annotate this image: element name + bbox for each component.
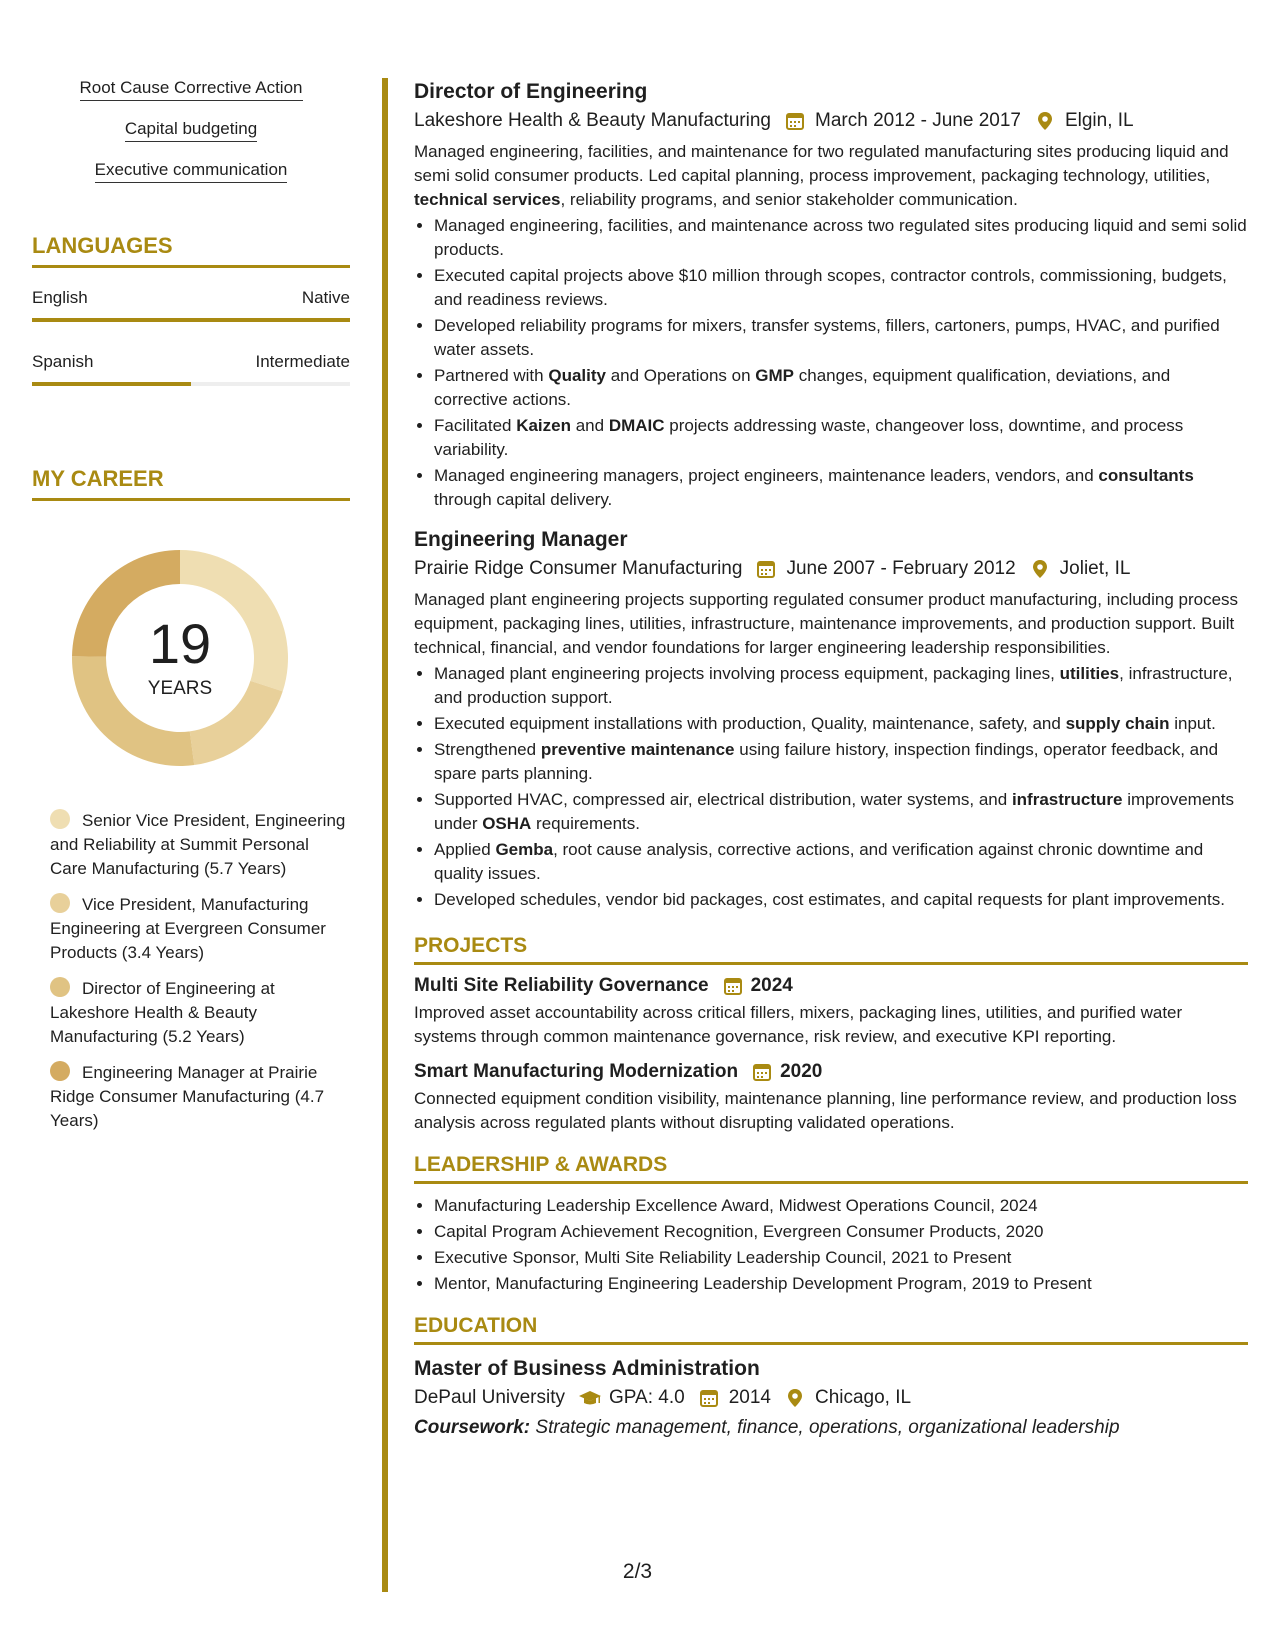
legend-dot xyxy=(50,977,70,997)
coursework-text: Strategic management, finance, operations, organizational leadership xyxy=(535,1417,1120,1438)
experience-list xyxy=(414,78,1248,912)
text-run: and xyxy=(571,416,609,435)
language-level: Native xyxy=(301,288,350,307)
left-column xyxy=(32,78,350,1145)
legend-label: Vice President, Manufacturing Engineering at Evergreen Consumer Products (3.4 Years) xyxy=(50,895,326,962)
awards-heading: LEADERSHIP & AWARDS xyxy=(414,1153,1248,1184)
bold-keyword: supply chain xyxy=(1065,714,1170,733)
graduation-cap-icon xyxy=(579,1388,599,1408)
skill-label: Root Cause Corrective Action xyxy=(80,78,303,101)
text-run: projects addressing waste, changeover loss, downtime, and process variability. xyxy=(434,416,1184,459)
column-divider xyxy=(382,78,388,1592)
bold-keyword: consultants xyxy=(1098,466,1194,485)
legend-dot xyxy=(50,1061,70,1081)
language-level: Intermediate xyxy=(255,352,350,371)
award-item: • Mentor, Manufacturing Engineering Leadership Development Program, 2019 to Present xyxy=(434,1272,1248,1296)
legend-label: Engineering Manager at Prairie Ridge Consumer Manufacturing (4.7 Years) xyxy=(50,1063,325,1130)
job-meta xyxy=(414,554,1248,584)
text-run: Developed schedules, vendor bid packages, cost estimates, and capital requests for plant improvements. xyxy=(434,890,1225,909)
job-title: Director of Engineering xyxy=(414,80,648,103)
career-total-years: 19 xyxy=(148,612,212,675)
career-heading: MY CAREER xyxy=(32,466,350,501)
text-run: Facilitated xyxy=(434,416,517,435)
career-legend-item xyxy=(50,893,350,965)
award-item: • Capital Program Achievement Recognition, Evergreen Consumer Products, 2020 xyxy=(434,1220,1248,1244)
education-heading: EDUCATION xyxy=(414,1314,1248,1345)
skill-item xyxy=(32,119,350,142)
language-bar xyxy=(32,382,350,386)
languages-heading: LANGUAGES xyxy=(32,233,350,268)
text-run: Managed plant engineering projects supporting regulated consumer product manufacturing, including process equipment, packaging lines, utilities, infrastructure, maintenance improvements, and production support. Built technical, financial, and vendor foundations for larger engineering leadership responsibilities. xyxy=(414,590,1239,657)
job-meta xyxy=(414,106,1248,136)
bullet-item xyxy=(434,888,1248,912)
job-summary xyxy=(414,140,1248,212)
page-number: 2/3 xyxy=(622,1560,653,1583)
legend-dot xyxy=(50,809,70,829)
project-entry xyxy=(414,1061,1248,1135)
bold-keyword: Kaizen xyxy=(516,416,571,435)
legend-label: Director of Engineering at Lakeshore Health & Beauty Manufacturing (5.2 Years) xyxy=(50,979,275,1046)
education-entry xyxy=(414,1355,1248,1443)
text-run: , infrastructure, and production support. xyxy=(434,664,1233,707)
bold-keyword: DMAIC xyxy=(608,416,665,435)
career-donut-chart xyxy=(65,543,295,773)
language-bar-fill xyxy=(32,382,191,386)
career-legend xyxy=(50,809,350,1133)
career-years-label: YEARS xyxy=(147,678,213,699)
coursework xyxy=(414,1413,1248,1443)
language-item xyxy=(32,288,350,322)
bullet-item xyxy=(434,414,1248,462)
coursework-label: Coursework: xyxy=(414,1417,531,1438)
text-run: improvements under xyxy=(434,790,1234,833)
award-item: • Executive Sponsor, Multi Site Reliability Leadership Council, 2021 to Present xyxy=(434,1246,1248,1270)
school-name: DePaul University xyxy=(414,1387,565,1408)
bullet-item xyxy=(434,662,1248,710)
language-name: Spanish xyxy=(32,352,94,371)
education-location: Chicago, IL xyxy=(814,1387,912,1408)
project-entry xyxy=(414,975,1248,1049)
text-run: , root cause analysis, corrective actions, and verification against chronic downtime and quality issues. xyxy=(434,840,1204,883)
text-run: Supported HVAC, compressed air, electrical distribution, water systems, and xyxy=(434,790,1012,809)
career-legend-item xyxy=(50,977,350,1049)
career-legend-item xyxy=(50,1061,350,1133)
text-run: requirements. xyxy=(531,814,640,833)
text-run: Managed engineering, facilities, and maintenance for two regulated manufacturing sites producing liquid and semi solid consumer products. Led capital planning, process improvement, packaging technology, utilities, xyxy=(414,142,1229,185)
job-dates: June 2007 - February 2012 xyxy=(786,558,1016,579)
language-name: English xyxy=(32,288,88,307)
project-year: 2020 xyxy=(780,1061,823,1082)
language-bar xyxy=(32,318,350,322)
project-title-row xyxy=(414,1061,1248,1083)
text-run: changes, equipment qualification, deviations, and corrective actions. xyxy=(434,366,1171,409)
bullet-item xyxy=(434,214,1248,262)
bullet-item xyxy=(434,364,1248,412)
education-year: 2014 xyxy=(728,1387,771,1408)
text-run: , reliability programs, and senior stakeholder communication. xyxy=(560,190,1018,209)
project-description: Improved asset accountability across critical fillers, mixers, packaging lines, utilities, and purified water systems through common maintenance governance, risk review, and executive KPI reporting. xyxy=(414,1003,1183,1046)
text-run: Managed plant engineering projects involving process equipment, packaging lines, xyxy=(434,664,1060,683)
job-summary xyxy=(414,588,1248,660)
skill-item xyxy=(32,78,350,101)
bold-keyword: Quality xyxy=(548,366,606,385)
job-bullets xyxy=(414,662,1248,912)
bullet-item xyxy=(434,738,1248,786)
bold-keyword: infrastructure xyxy=(1011,790,1123,809)
projects-heading: PROJECTS xyxy=(414,934,1248,965)
award-item: • Manufacturing Leadership Excellence Award, Midwest Operations Council, 2024 xyxy=(434,1194,1248,1218)
calendar-icon xyxy=(752,1062,772,1082)
calendar-icon xyxy=(756,559,776,579)
awards-list xyxy=(414,1194,1248,1296)
job-title: Engineering Manager xyxy=(414,528,628,551)
map-pin-icon xyxy=(1030,559,1050,579)
bold-keyword: preventive maintenance xyxy=(540,740,735,759)
text-run: Managed engineering, facilities, and maintenance across two regulated sites producing liquid and semi solid products. xyxy=(434,216,1247,259)
calendar-icon xyxy=(785,111,805,131)
bold-keyword: technical services xyxy=(414,190,561,209)
bullet-item xyxy=(434,264,1248,312)
career-legend-item xyxy=(50,809,350,881)
text-run: Strengthened xyxy=(434,740,541,759)
donut-center xyxy=(65,543,295,773)
calendar-icon xyxy=(699,1388,719,1408)
gpa-value: GPA: 4.0 xyxy=(609,1387,685,1408)
map-pin-icon xyxy=(785,1388,805,1408)
bold-keyword: GMP xyxy=(755,366,795,385)
text-run: through capital delivery. xyxy=(434,490,613,509)
text-run: Applied xyxy=(434,840,496,859)
bullet-item xyxy=(434,838,1248,886)
legend-label: Senior Vice President, Engineering and Reliability at Summit Personal Care Manufacturing (5.7 Years) xyxy=(50,811,346,878)
map-pin-icon xyxy=(1035,111,1055,131)
job-location: Elgin, IL xyxy=(1064,110,1134,131)
bold-keyword: OSHA xyxy=(482,814,532,833)
text-run: Developed reliability programs for mixers, transfer systems, fillers, cartoners, pumps, HVAC, and purified water assets. xyxy=(434,316,1220,359)
bullet-item xyxy=(434,788,1248,836)
language-item xyxy=(32,352,350,386)
language-bar-fill xyxy=(32,318,350,322)
degree-title: Master of Business Administration xyxy=(414,1357,760,1380)
text-run: Executed capital projects above $10 million through scopes, contractor controls, commissioning, budgets, and readiness reviews. xyxy=(434,266,1227,309)
skill-label: Capital budgeting xyxy=(125,119,257,142)
right-column xyxy=(414,78,1248,1443)
bullet-item xyxy=(434,314,1248,362)
bullet-item xyxy=(434,464,1248,512)
bold-keyword: utilities xyxy=(1059,664,1120,683)
projects-list xyxy=(414,975,1248,1135)
job-dates: March 2012 - June 2017 xyxy=(815,110,1021,131)
skill-label: Executive communication xyxy=(95,160,288,183)
project-year: 2024 xyxy=(750,975,793,996)
skill-item xyxy=(32,160,350,183)
legend-dot xyxy=(50,893,70,913)
text-run: Managed engineering managers, project engineers, maintenance leaders, vendors, and xyxy=(434,466,1099,485)
text-run: and Operations on xyxy=(605,366,756,385)
project-title-row xyxy=(414,975,1248,997)
text-run: Executed equipment installations with production, Quality, maintenance, safety, and xyxy=(434,714,1066,733)
experience-entry xyxy=(414,526,1248,912)
text-run: using failure history, inspection findings, operator feedback, and spare parts planning. xyxy=(434,740,1219,783)
project-title: Multi Site Reliability Governance xyxy=(414,975,709,996)
job-bullets xyxy=(414,214,1248,512)
company-name: Prairie Ridge Consumer Manufacturing xyxy=(414,558,743,579)
project-description: Connected equipment condition visibility, maintenance planning, line performance review, and production loss analysis across regulated plants without disrupting validated operations. xyxy=(414,1089,1237,1132)
text-run: Partnered with xyxy=(434,366,549,385)
project-title: Smart Manufacturing Modernization xyxy=(414,1061,739,1082)
text-run: input. xyxy=(1169,714,1216,733)
experience-entry xyxy=(414,78,1248,512)
education-meta xyxy=(414,1383,1248,1413)
company-name: Lakeshore Health & Beauty Manufacturing xyxy=(414,110,771,131)
job-location: Joliet, IL xyxy=(1059,558,1131,579)
bold-keyword: Gemba xyxy=(495,840,554,859)
bullet-item xyxy=(434,712,1248,736)
calendar-icon xyxy=(723,976,743,996)
